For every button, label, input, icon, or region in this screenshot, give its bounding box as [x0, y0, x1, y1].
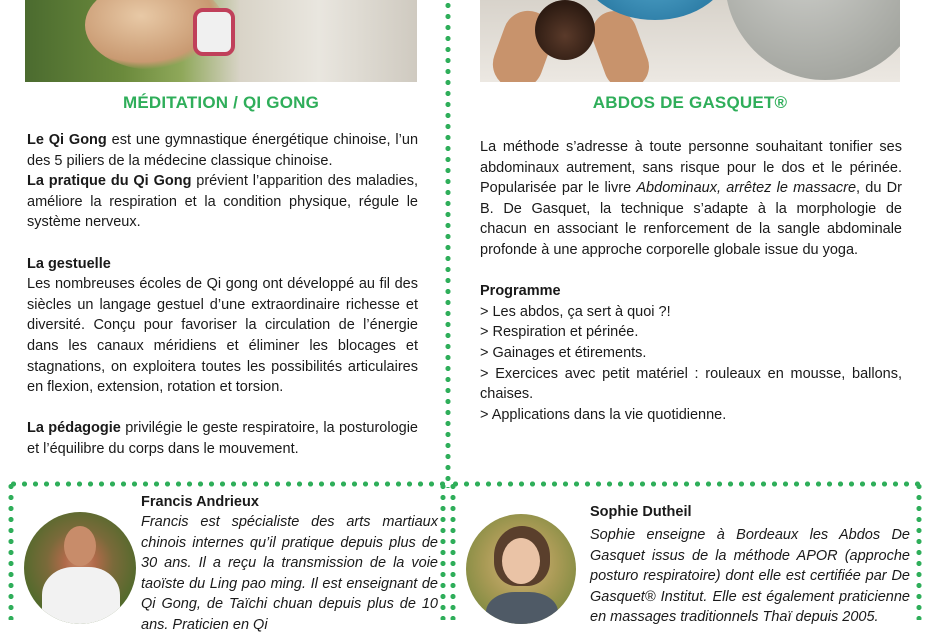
- qigong-term: Le Qi Gong: [27, 132, 107, 148]
- programme-title: Programme: [480, 283, 561, 300]
- bio-text-francis: Francis est spécialiste des arts martiaux chinois internes qu’il pratique depuis plus de 30 ans. Il a reçu la transmission de la voie taoïste du Ling pao ming. Il est enseignant de Qi Gong, de Taïchi chuan depuis plus de 10 ans. Praticien en Qi: [141, 514, 438, 633]
- programme-item: > Applications dans la vie quotidienne.: [480, 406, 727, 423]
- right-box-top-border: [450, 481, 922, 487]
- gestuelle-title: La gestuelle: [27, 255, 111, 272]
- sophie-avatar: [466, 514, 576, 624]
- left-box-right-border: [440, 481, 446, 620]
- bio-name-francis: Francis Andrieux: [141, 494, 259, 510]
- left-box-top-border: [8, 481, 446, 487]
- vertical-divider: [445, 0, 451, 488]
- right-box-left-border: [450, 481, 456, 620]
- right-heading: ABDOS DE GASQUET®: [592, 93, 788, 112]
- pratique-text: prévient l’apparition des maladies, améliore la respiration et la condition physique, régule le système nerveux.: [27, 173, 418, 231]
- watch-icon: [193, 8, 235, 56]
- programme-item: > Les abdos, ça sert à quoi ?!: [480, 303, 671, 320]
- pedagogie-term: La pédagogie: [27, 420, 121, 437]
- abdos-intro-1: La méthode s’adresse à toute personne souhaitant tonifier ses abdominaux autrement, sans risque pour le dos et le périnée. Popularisée par le livre: [480, 139, 902, 197]
- right-column-text: [480, 137, 902, 425]
- pedagogie-text: privilégie le geste respiratoire, la posturologie et l’équilibre du corps dans le mouvement.: [27, 420, 418, 457]
- abdos-photo: [480, 0, 900, 82]
- programme-item: > Respiration et périnée.: [480, 324, 639, 341]
- abdos-intro-2: , du Dr B. De Gasquet, la technique s’adapte à la morphologie de chacun en associant le renforcement de la sangle abdominale profonde à une approche corporelle globale issue du yoga.: [480, 180, 902, 258]
- bio-text-sophie: Sophie enseigne à Bordeaux les Abdos De Gasquet issus de la méthode APOR (approche posturo respiratoire) dont elle est certifiée par De Gasquet® Institut. Elle est également praticienne en massages traditionnels Thaï depuis 2005.: [590, 527, 910, 626]
- programme-item: > Gainages et étirements.: [480, 344, 647, 361]
- qigong-intro: est une gymnastique énergétique chinoise, l’un des 5 piliers de la médecine classique chinoise.: [27, 132, 419, 169]
- left-heading: MÉDITATION / QI GONG: [122, 93, 320, 112]
- abdos-book-title: Abdominaux, arrêtez le massacre: [636, 180, 857, 197]
- pratique-term: La pratique du Qi Gong: [27, 173, 192, 190]
- qigong-photo: [25, 0, 417, 82]
- gestuelle-text: Les nombreuses écoles de Qi gong ont développé au fil des siècles un langage gestuel d’une extraordinaire richesse et diversité. Conçu pour favoriser la circulation de l’énergie dans les canaux méridiens et éliminer les blocages et stagnations, on exploitera toutes les possibilités articulaires en flexion, extension, rotation et torsion.: [27, 276, 418, 396]
- bio-name-sophie: Sophie Dutheil: [590, 504, 692, 520]
- francis-avatar: [24, 512, 136, 624]
- right-box-right-border: [916, 481, 922, 620]
- programme-item: > Exercices avec petit matériel : rouleaux en mousse, ballons, chaises.: [480, 365, 902, 403]
- left-box-left-border: [8, 481, 14, 620]
- left-column-text: [27, 130, 418, 460]
